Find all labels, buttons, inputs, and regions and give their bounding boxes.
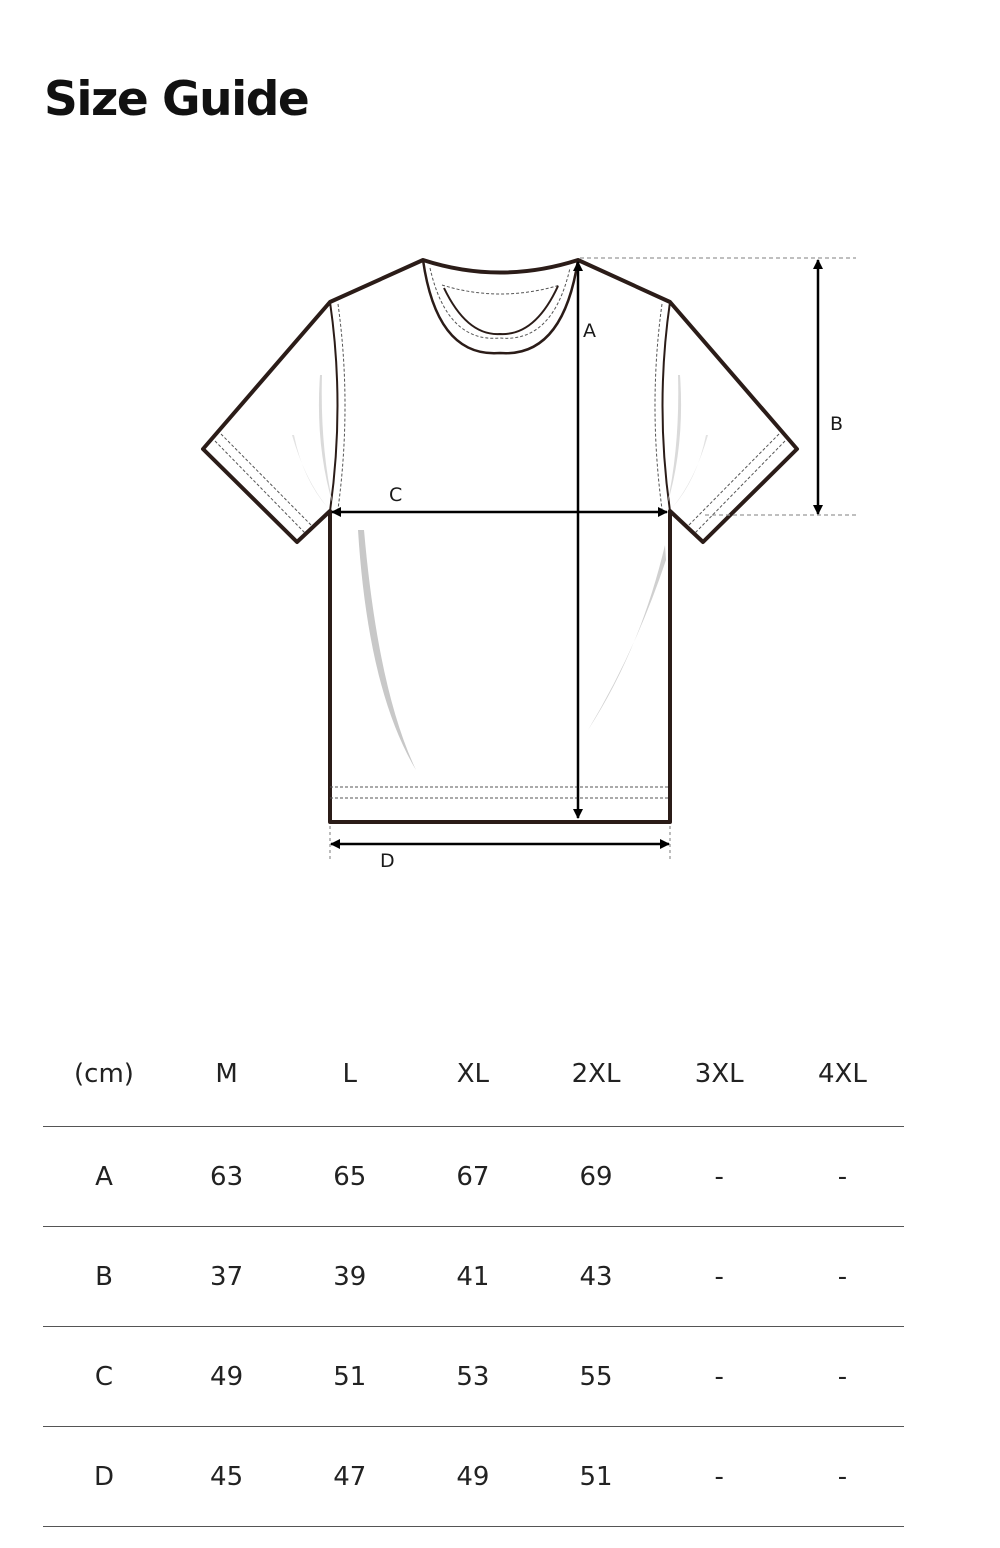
table-cell: -: [781, 1227, 904, 1327]
table-cell: 37: [165, 1227, 288, 1327]
table-cell: 45: [165, 1427, 288, 1527]
table-cell: 43: [534, 1227, 657, 1327]
table-cell: 49: [165, 1327, 288, 1427]
size-header-row: [43, 1022, 904, 1127]
table-cell: 63: [165, 1127, 288, 1227]
table-cell: -: [781, 1127, 904, 1227]
measure-b-label: B: [830, 413, 844, 435]
table-cell: 47: [288, 1427, 411, 1527]
table-cell: 53: [411, 1327, 534, 1427]
table-cell: -: [781, 1327, 904, 1427]
table-cell: -: [658, 1427, 781, 1527]
measure-d-label: D: [380, 850, 395, 872]
table-cell: -: [658, 1127, 781, 1227]
table-cell: 39: [288, 1227, 411, 1327]
measure-a-label: A: [583, 320, 596, 342]
row-label: D: [43, 1427, 165, 1527]
table-cell: 49: [411, 1427, 534, 1527]
table-cell: 55: [534, 1327, 657, 1427]
tshirt-outline: [203, 260, 797, 822]
row-label: B: [43, 1227, 165, 1327]
table-cell: -: [658, 1227, 781, 1327]
size-header-l: L: [288, 1022, 411, 1127]
table-cell: 65: [288, 1127, 411, 1227]
size-table: [43, 1022, 904, 1527]
table-cell: 51: [534, 1427, 657, 1527]
size-header-3xl: 3XL: [658, 1022, 781, 1127]
row-label: C: [43, 1327, 165, 1427]
page-title: Size Guide: [44, 72, 309, 127]
size-header-xl: XL: [411, 1022, 534, 1127]
measure-c-label: C: [389, 484, 403, 506]
unit-label: (cm): [43, 1022, 165, 1127]
table-row: [43, 1327, 904, 1427]
table-cell: -: [781, 1427, 904, 1527]
table-cell: 51: [288, 1327, 411, 1427]
table-row: [43, 1227, 904, 1327]
table-cell: 41: [411, 1227, 534, 1327]
table-row: [43, 1127, 904, 1227]
size-header-2xl: 2XL: [534, 1022, 657, 1127]
table-cell: 69: [534, 1127, 657, 1227]
table-row: [43, 1427, 904, 1527]
row-label: A: [43, 1127, 165, 1227]
table-cell: -: [658, 1327, 781, 1427]
table-cell: 67: [411, 1127, 534, 1227]
size-header-4xl: 4XL: [781, 1022, 904, 1127]
size-header-m: M: [165, 1022, 288, 1127]
